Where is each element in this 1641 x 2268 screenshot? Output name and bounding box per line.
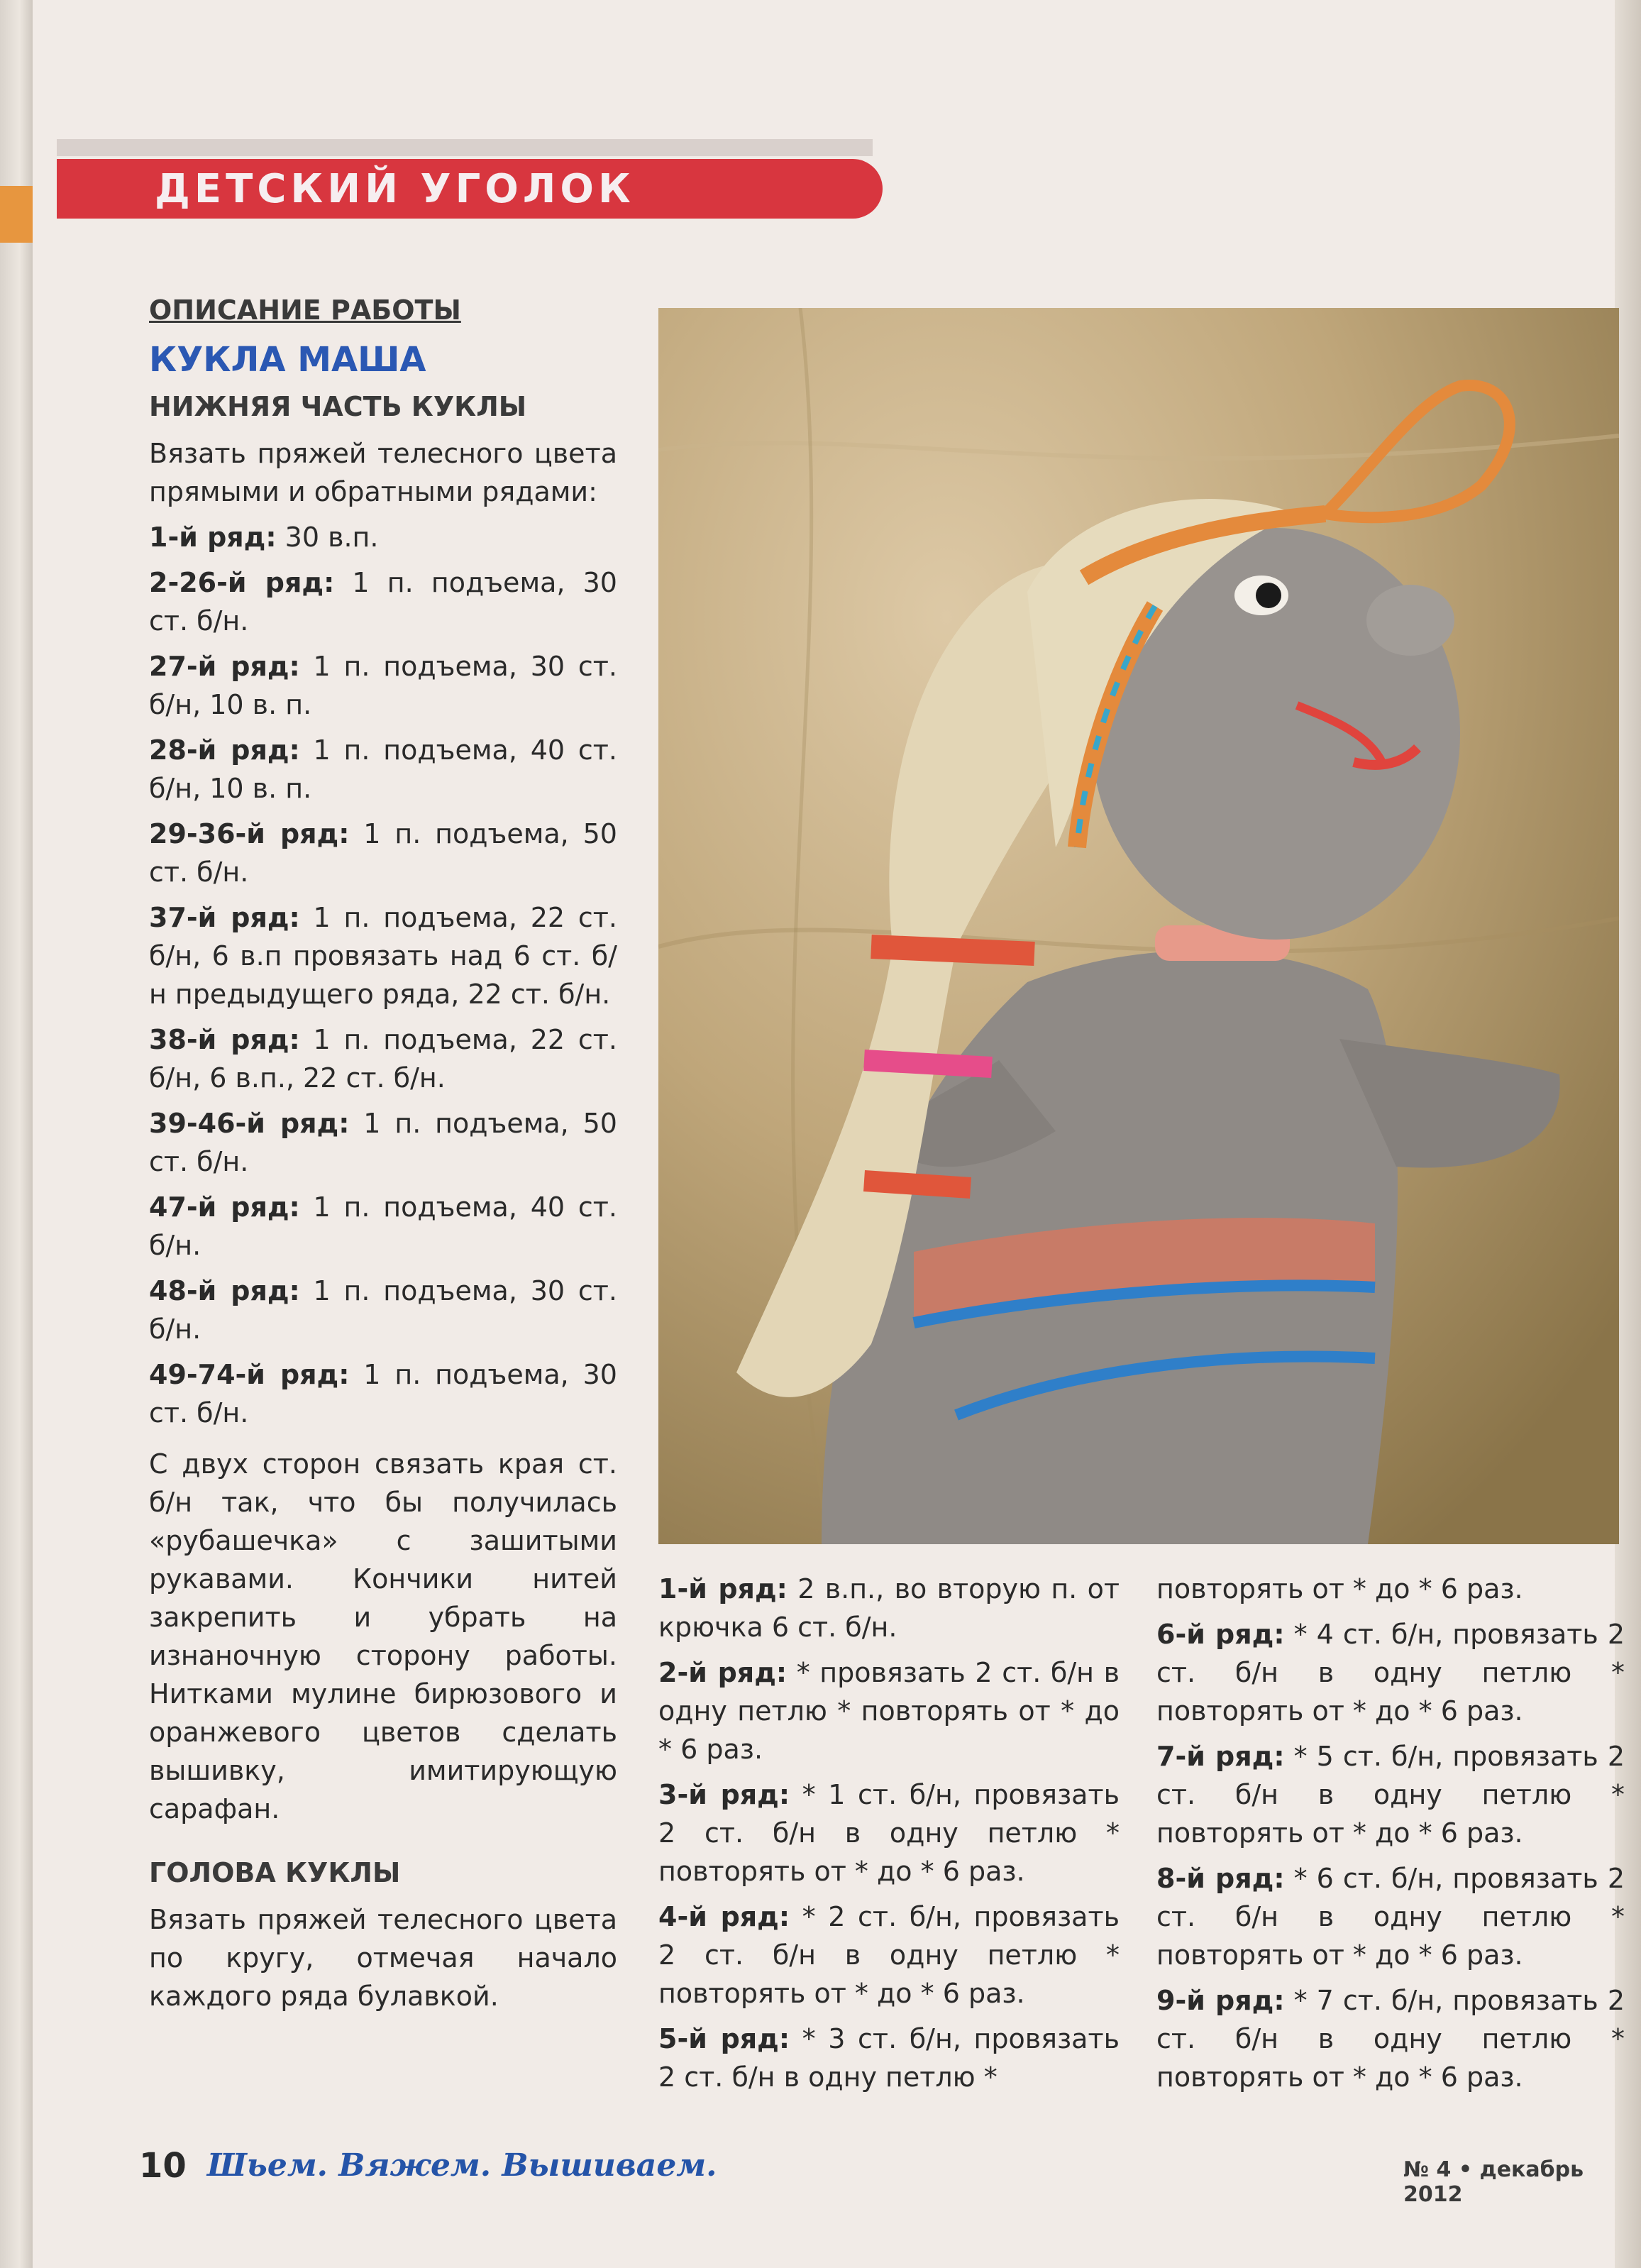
pattern-row (1156, 1615, 1625, 1730)
row-text: * 2 ст. б/н, провязать 2 ст. б/н в одну петлю * повторять от * до * 6 раз. (658, 1901, 1120, 2009)
head-rows-part2 (1156, 1615, 1625, 2096)
row-label: 48-й ряд: (149, 1275, 300, 1306)
pattern-row (658, 1898, 1120, 2013)
row-label: 9-й ряд: (1156, 1985, 1285, 2016)
pattern-row (149, 647, 617, 724)
hair-tie-3 (864, 1181, 971, 1188)
pattern-row (149, 518, 617, 556)
doll-title: КУКЛА МАША (149, 340, 426, 380)
row-text: * 3 ст. б/н, провязать 2 ст. б/н в одну петлю * (658, 2023, 1120, 2093)
row-text: * провязать 2 ст. б/н в одну петлю * повторять от * до * 6 раз. (658, 1657, 1120, 1765)
left-column (149, 291, 617, 2022)
pattern-row (149, 731, 617, 808)
doll-nose (1366, 585, 1454, 656)
row-label: 1-й ряд: (149, 522, 277, 553)
row-text: 1 п. подъема, 30 ст. б/н. (149, 1275, 617, 1345)
row-label: 3-й ряд: (658, 1779, 790, 1810)
binding-tab (0, 186, 33, 243)
header-shadow (57, 139, 873, 156)
right-column (1156, 1570, 1625, 2103)
middle-column (658, 1570, 1120, 2103)
hair-tie-1 (871, 947, 1034, 954)
row-text: 1 п. подъема, 22 ст. б/н, 6 в.п провязать над 6 ст. б/н предыдущего ряда, 22 ст. б/н. (149, 902, 617, 1010)
row-text: 1 п. подъема, 30 ст. б/н. (149, 1359, 617, 1428)
head-intro: Вязать пряжей телесного цвета по кругу, отмечая начало каждого ряда булавкой. (149, 1904, 617, 2012)
row-label: 49-74-й ряд: (149, 1359, 350, 1390)
row-label: 6-й ряд: (1156, 1619, 1285, 1650)
row-label: 7-й ряд: (1156, 1741, 1285, 1772)
magazine-name: Шьем. Вяжем. Вышиваем. (207, 2147, 717, 2184)
pattern-row (658, 1653, 1120, 1768)
row-text: * 4 ст. б/н, провязать 2 ст. б/н в одну петлю * повторять от * до * 6 раз. (1156, 1619, 1625, 1727)
row-text: * 5 ст. б/н, провязать 2 ст. б/н в одну петлю * повторять от * до * 6 раз. (1156, 1741, 1625, 1849)
lower-part-intro: Вязать пряжей телесного цвета прямыми и обратными рядами: (149, 438, 617, 507)
row-label: 47-й ряд: (149, 1191, 300, 1223)
row-text: 1 п. подъема, 50 ст. б/н. (149, 1108, 617, 1177)
pattern-row (1156, 1981, 1625, 2096)
page-binding-edge (0, 0, 33, 2268)
work-description-label: ОПИСАНИЕ РАБОТЫ (149, 294, 461, 326)
pattern-row (658, 1570, 1120, 1646)
pattern-row (149, 815, 617, 891)
row-text: * 7 ст. б/н, провязать 2 ст. б/н в одну петлю * повторять от * до * 6 раз. (1156, 1985, 1625, 2093)
row-text: * 1 ст. б/н, провязать 2 ст. б/н в одну петлю * повторять от * до * 6 раз. (658, 1779, 1120, 1887)
pattern-row (658, 1776, 1120, 1890)
pattern-row (1156, 1859, 1625, 1974)
pattern-row (149, 1355, 617, 1432)
row-text: 1 п. подъема, 22 ст. б/н, 6 в.п., 22 ст. б/н. (149, 1024, 617, 1094)
row-label: 8-й ряд: (1156, 1863, 1285, 1894)
row-text: 1 п. подъема, 40 ст. б/н. (149, 1191, 617, 1261)
row5-continuation: повторять от * до * 6 раз. (1156, 1573, 1523, 1604)
pattern-row (149, 563, 617, 640)
pattern-row (149, 1020, 617, 1097)
issue-info: № 4 • декабрь 2012 (1403, 2157, 1584, 2207)
pattern-row (149, 898, 617, 1013)
pattern-row (149, 1104, 617, 1181)
row-label: 4-й ряд: (658, 1901, 790, 1932)
head-rows-part1 (658, 1570, 1120, 2096)
lower-part-rows (149, 518, 617, 1432)
head-title: ГОЛОВА КУКЛЫ (149, 1857, 401, 1888)
row-text: 30 в.п. (276, 522, 379, 553)
row-label: 5-й ряд: (658, 2023, 790, 2054)
pattern-row (149, 1188, 617, 1265)
hair-tie-2 (864, 1060, 992, 1067)
row-text: * 6 ст. б/н, провязать 2 ст. б/н в одну петлю * повторять от * до * 6 раз. (1156, 1863, 1625, 1971)
doll-photo (658, 308, 1619, 1544)
pattern-row (1156, 1737, 1625, 1852)
pattern-row (149, 1272, 617, 1348)
row-text: 1 п. подъема, 50 ст. б/н. (149, 818, 617, 888)
row-text: 1 п. подъема, 40 ст. б/н, 10 в. п. (149, 734, 617, 804)
lower-part-title: НИЖНЯЯ ЧАСТЬ КУКЛЫ (149, 391, 527, 422)
pattern-row (658, 2020, 1120, 2096)
row-label: 39-46-й ряд: (149, 1108, 350, 1139)
page-number: 10 (139, 2146, 187, 2186)
row-text: 1 п. подъема, 30 ст. б/н. (149, 567, 617, 637)
row-label: 27-й ряд: (149, 651, 300, 682)
doll-illustration (658, 308, 1619, 1544)
row-text: 1 п. подъема, 30 ст. б/н, 10 в. п. (149, 651, 617, 720)
row-label: 2-й ряд: (658, 1657, 788, 1688)
row-label: 38-й ряд: (149, 1024, 300, 1055)
row-label: 28-й ряд: (149, 734, 300, 766)
row-label: 2-26-й ряд: (149, 567, 335, 598)
section-title: ДЕТСКИЙ УГОЛОК (155, 166, 635, 212)
row-text: 2 в.п., во вторую п. от крючка 6 ст. б/н. (658, 1573, 1120, 1643)
finishing-text: С двух сторон связать края ст. б/н так, что бы получилась «рубашечка» с зашитыми рукавами. Кончики нитей закрепить и убрать на изнаночную сторону работы. Нитками мулине бирюзового и оранжевого цветов сделать вышивку, имитирующую сарафан. (149, 1448, 617, 1824)
row-label: 1-й ряд: (658, 1573, 788, 1604)
row-label: 37-й ряд: (149, 902, 300, 933)
row-label: 29-36-й ряд: (149, 818, 350, 849)
